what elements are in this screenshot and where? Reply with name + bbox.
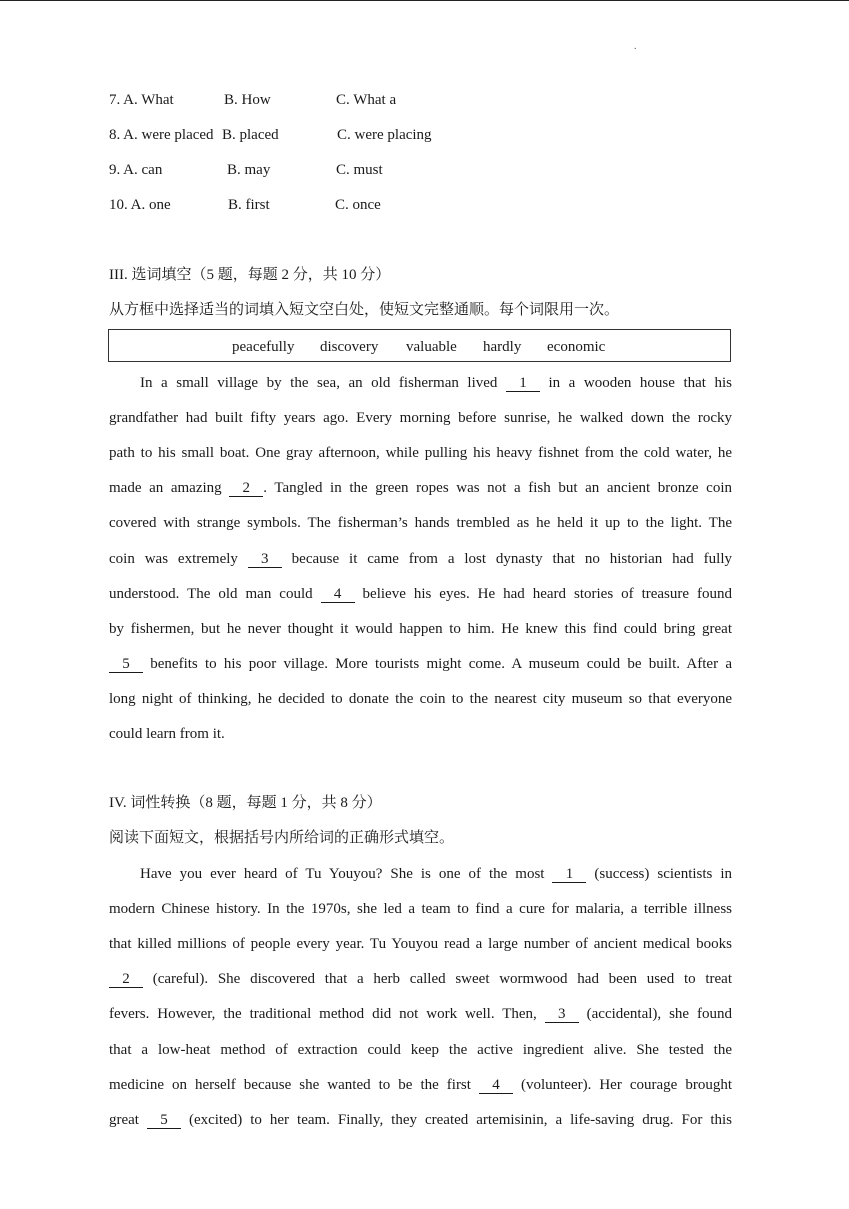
option-b: B. first [228,197,270,213]
answer-blank[interactable]: 5 [148,1111,179,1128]
passage-text: coin was extremely [109,550,248,567]
passage-line [109,407,732,429]
option-c: C. were placing [337,127,432,143]
section-4-instruction: 阅读下面短文，根据括号内所给词的正确形式填空。 [109,830,455,846]
word-box-item: hardly [483,339,522,355]
passage-line [109,1039,732,1061]
option-row-7 [109,90,609,110]
passage-line [109,548,732,570]
passage-text: could learn from it. [109,726,225,742]
answer-blank[interactable]: 1 [554,866,585,882]
passage-text: (careful). She discovered that a herb called sweet wormwood had been used to treat [143,971,732,988]
answer-blank[interactable]: 3 [546,1006,577,1023]
passage-line [109,477,732,499]
top-rule [0,0,849,1]
section-3-title: III. 选词填空（5 题，每题 2 分，共 10 分） [109,267,391,283]
passage-text: path to his small boat. One gray afternoon, while pulling his heavy fishnet from the cold water, he [109,445,732,462]
passage-text: (success) scientists in [586,866,733,882]
passage-line [109,1109,732,1131]
passage-line [109,1074,732,1096]
passage-line [109,583,732,605]
option-row-9 [109,160,609,180]
option-c: C. What a [336,92,397,108]
answer-blank[interactable]: 4 [322,585,353,602]
answer-blank[interactable]: 4 [480,1076,511,1093]
passage-text: benefits to his poor village. More tourists might come. A museum could be built. After a [143,655,732,672]
passage-text: because it came from a lost dynasty that no historian had fully [281,550,733,567]
answer-blank[interactable]: 2 [231,480,262,497]
option-a: 7. A. What [109,92,174,108]
option-b: B. may [227,162,271,178]
passage-text: that killed millions of people every year. Tu Youyou read a large number of ancient medical books [109,936,732,953]
passage-line [109,723,732,745]
passage-line [140,863,732,885]
passage-line [109,968,732,990]
passage-line [109,653,732,675]
passage-text: made an amazing [109,480,230,497]
passage-line [109,688,732,710]
option-c: C. must [336,162,383,178]
passage-text: . Tangled in the green ropes was not a fish but an ancient bronze coin [263,480,732,497]
option-a: 8. A. were placed [109,127,214,143]
passage-text: In a small village by the sea, an old fisherman lived [140,375,506,391]
word-box-item: discovery [320,339,379,355]
passage-text: believe his eyes. He had heard stories of treasure found [354,585,733,602]
option-row-10 [109,195,609,215]
passage-text: long night of thinking, he decided to donate the coin to the nearest city museum so that everyone [109,690,732,707]
answer-blank[interactable]: 3 [249,550,280,567]
section-3-instruction: 从方框中选择适当的词填入短文空白处，使短文完整通顺。每个词限用一次。 [109,302,620,318]
passage-text: modern Chinese history. In the 1970s, she led a team to find a cure for malaria, a terrible illness [109,901,732,918]
passage-text: Have you ever heard of Tu Youyou? She is one of the most [140,866,553,882]
word-box [108,329,731,362]
passage-text: great [109,1111,147,1128]
answer-blank[interactable]: 5 [111,655,141,672]
passage-text: (accidental), she found [578,1006,732,1023]
passage-text: grandfather had built fifty years ago. Every morning before sunrise, he walked down the rocky [109,410,732,427]
passage-line [109,1003,732,1025]
option-row-8 [109,125,609,145]
passage-line [109,618,732,640]
passage-text: (volunteer). Her courage brought [512,1076,732,1093]
passage-text: fevers. However, the traditional method did not work well. Then, [109,1006,545,1023]
passage-text: that a low-heat method of extraction could keep the active ingredient alive. She tested the [109,1041,732,1058]
option-b: B. placed [222,127,279,143]
option-b: B. How [224,92,271,108]
passage-line [140,372,732,394]
option-c: C. once [335,197,381,213]
passage-line [109,512,732,534]
passage-text: understood. The old man could [109,585,321,602]
passage-line [109,898,732,920]
corner-mark: . [634,41,637,52]
word-box-item: economic [547,339,606,355]
option-a: 10. A. one [109,197,171,213]
passage-line [109,933,732,955]
word-box-item: peacefully [232,339,295,355]
passage-text: covered with strange symbols. The fisherman’s hands trembled as he held it up to the light. The [109,515,732,532]
passage-text: by fishermen, but he never thought it would happen to him. He knew this find could bring great [109,620,732,637]
answer-blank[interactable]: 1 [507,375,538,391]
option-a: 9. A. can [109,162,163,178]
passage-text: (excited) to her team. Finally, they created artemisinin, a life-saving drug. For this [180,1111,732,1128]
section-4-title: IV. 词性转换（8 题，每题 1 分，共 8 分） [109,795,382,811]
answer-blank[interactable]: 2 [111,971,141,988]
word-box-item: valuable [406,339,457,355]
passage-text: medicine on herself because she wanted to be the first [109,1076,479,1093]
passage-text: in a wooden house that his [539,375,732,391]
passage-line [109,442,732,464]
